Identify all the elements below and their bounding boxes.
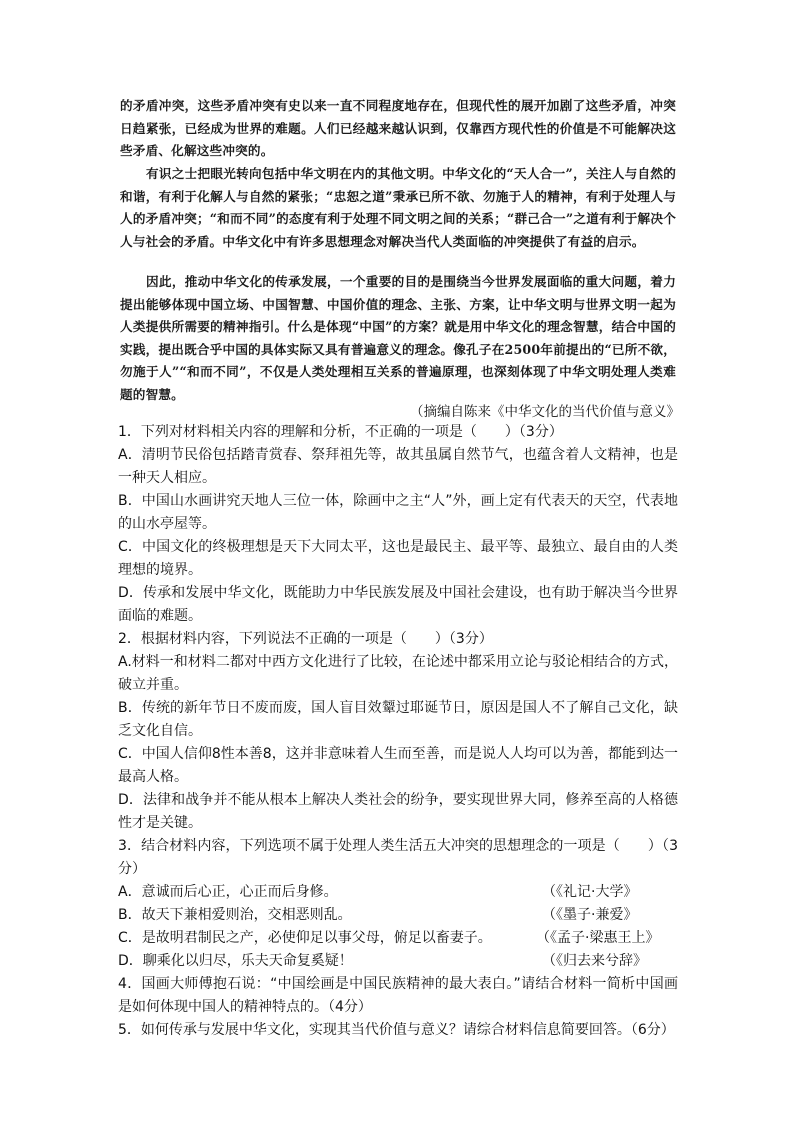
- question-3-option-c: [118, 927, 678, 950]
- option-source: （《墨子·兼爱》: [542, 907, 638, 923]
- option-source: （《孟子·梁惠王上》: [536, 930, 660, 946]
- question-2-option-b: B．传统的新年节日不废而废，国人盲目效颦过耶诞节日，原因是国人不了解自己文化，缺乏文化自信。: [118, 700, 678, 739]
- question-1-option-b: B．中国山水画讲究天地人三位一体，除画中之主“人”外，画上定有代表天的天空，代表地的山水亭屋等。: [118, 493, 678, 532]
- question-1-stem: 1．下列对材料相关内容的理解和分析，不正确的一项是（ ）（3分）: [118, 424, 563, 440]
- option-text: C．是故明君制民之产，必使仰足以事父母，俯足以畜妻子。: [118, 930, 492, 946]
- question-1-option-d: D．传承和发展中华文化，既能助力中华民族发展及中国社会建设，也有助于解决当今世界面临的难题。: [118, 585, 678, 624]
- option-text: B．故天下兼相爱则治，交相恶则乱。: [118, 907, 352, 923]
- option-source: （《归去来兮辞》: [542, 953, 647, 969]
- passage-source: （摘编自陈来《中华文化的当代价值与意义》: [410, 404, 680, 420]
- question-3-option-a: [118, 881, 678, 904]
- question-2-option-d: D．法律和战争并不能从根本上解决人类社会的纷争，要实现世界大同，修养至高的人格德性才是关键。: [118, 792, 678, 831]
- question-5-stem: 5．如何传承与发展中华文化，实现其当代价值与意义？请综合材料信息简要回答。（6分）: [118, 1022, 675, 1038]
- question-2-option-c: C．中国人信仰8性本善8，这并非意味着人生而至善，而是说人人均可以为善，都能到达一最高人格。: [118, 746, 678, 785]
- passage-paragraph-3: 因此，推动中华文化的传承发展，一个重要的目的是围绕当今世界发展面临的重大问题，着力提出能够体现中国立场、中国智慧、中国价值的理念、主张、方案，让中华文明与世界文明一起为人类提供所需要的精神指引。什么是体现“中国”的方案？就是用中华文化的理念智慧，结合中国的实践，提出既合乎中国的具体实际又具有普遍意义的理念。像孔子在2500年前提出的“已所不欲，勿施于人”“和而不同”，不仅是人类处理相互关系的普遍原理，也深刻体现了中华文明处理人类难题的智慧。: [120, 274, 676, 402]
- question-3-option-d: [118, 950, 678, 973]
- option-text: A．意诚而后心正，心正而后身修。: [118, 884, 338, 900]
- option-text: D．聊乘化以归尽，乐夫天命复奚疑！: [118, 953, 353, 969]
- passage-paragraph-1: 的矛盾冲突，这些矛盾冲突有史以来一直不同程度地存在，但现代性的展开加剧了这些矛盾，冲突日趋紧张，已经成为世界的难题。人们已经越来越认识到，仅靠西方现代性的价值是不可能解决这些矛盾、化解这些冲突的。: [120, 98, 676, 159]
- question-2-option-a: A.材料一和材料二都对中西方文化进行了比较，在论述中都采用立论与驳论相结合的方式，破立并重。: [118, 654, 678, 693]
- question-1-option-a: A．清明节民俗包括踏青赏春、祭拜祖先等，故其虽属自然节气，也蕴含着人文精神，也是一种天人相应。: [118, 447, 678, 486]
- question-3-stem: 3．结合材料内容，下列选项不属于处理人类生活五大冲突的思想理念的一项是（ ）（3分）: [118, 838, 678, 877]
- passage-paragraph-2: 有识之士把眼光转向包括中华文明在内的其他文明。中华文化的“天人合一”，关注人与自然的和谐，有利于化解人与自然的紧张；“忠恕之道”秉承已所不欲、勿施于人的精神，有利于处理人与人的矛盾冲突；“和而不同”的态度有利于处理不同文明之间的关系；“群己合一”之道有利于解决个人与社会的矛盾。中华文化中有许多思想理念对解决当代人类面临的冲突提供了有益的启示。: [120, 166, 676, 249]
- question-3-option-b: [118, 904, 678, 927]
- question-1-option-c: C．中国文化的终极理想是天下大同太平，这也是最民主、最平等、最独立、最自由的人类理想的境界。: [118, 539, 678, 578]
- question-2-stem: 2．根据材料内容，下列说法不正确的一项是（ ）（3分）: [118, 631, 493, 647]
- question-4-stem: 4．国画大师傅抱石说：“中国绘画是中国民族精神的最大表白。”请结合材料一简析中国画是如何体现中国人的精神特点的。（4分）: [118, 976, 678, 1015]
- option-source: （《礼记·大学》: [542, 884, 638, 900]
